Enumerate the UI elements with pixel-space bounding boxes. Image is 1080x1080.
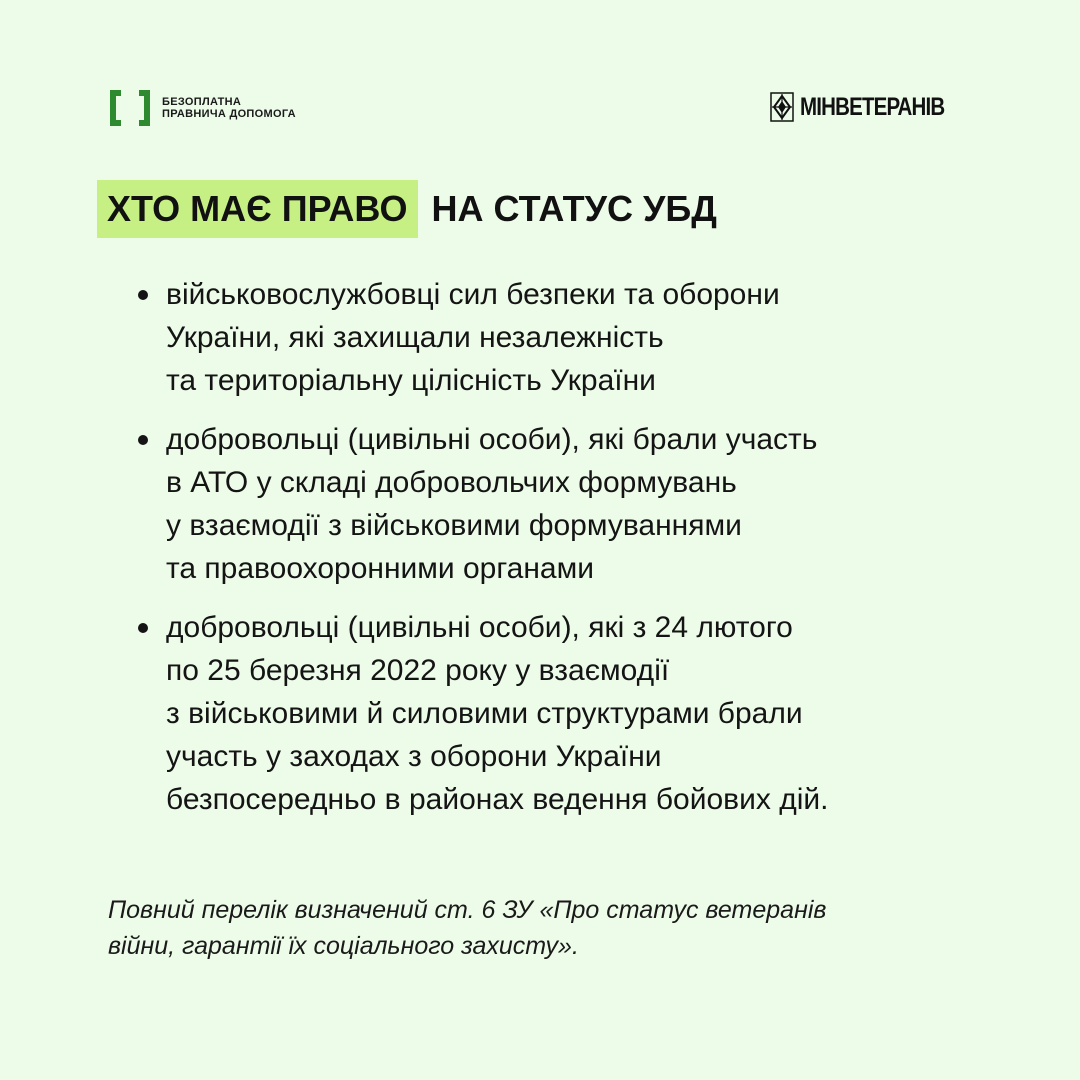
title-highlighted: ХТО МАЄ ПРАВО bbox=[97, 180, 418, 238]
footnote-line1: Повний перелік визначений ст. 6 ЗУ «Про статус ветеранів bbox=[108, 896, 827, 924]
list-item-line: військовослужбовці сил безпеки та оборони bbox=[166, 278, 780, 311]
list-item-line: участь у заходах з оборони України bbox=[166, 740, 662, 773]
list-item-line: по 25 березня 2022 року у взаємодії bbox=[166, 654, 670, 687]
legal-aid-logo bbox=[108, 88, 296, 128]
list-item bbox=[138, 418, 978, 590]
ornament-emblem-icon bbox=[770, 92, 794, 122]
list-item-line: України, які захищали незалежність bbox=[166, 321, 664, 354]
list-item-line: та територіальну цілісність України bbox=[166, 364, 656, 397]
legal-aid-logo-line1: БЕЗОПЛАТНА bbox=[162, 96, 242, 108]
minveteraniv-brand-text: МІНВЕТЕРАНІВ bbox=[799, 92, 945, 121]
list-item bbox=[138, 606, 978, 821]
footnote-line2: війни, гарантії їх соціального захисту». bbox=[108, 932, 579, 960]
list-item bbox=[138, 273, 978, 402]
list-item-line: в АТО у складі добровольчих формувань bbox=[166, 466, 737, 499]
bracket-logo-icon bbox=[108, 88, 152, 128]
bullet-icon bbox=[138, 435, 148, 445]
list-item-line: у взаємодії з військовими формуваннями bbox=[166, 509, 742, 542]
bullet-icon bbox=[138, 290, 148, 300]
bullet-icon bbox=[138, 623, 148, 633]
list-item-line: з військовими й силовими структурами брали bbox=[166, 697, 803, 730]
list-item-line: безпосередньо в районах ведення бойових дій. bbox=[166, 783, 829, 816]
footnote bbox=[108, 892, 988, 964]
title-rest: НА СТАТУС УБД bbox=[431, 188, 717, 229]
eligibility-list bbox=[138, 273, 978, 837]
minveteraniv-logo bbox=[770, 92, 976, 122]
page-title bbox=[97, 180, 717, 238]
legal-aid-logo-line2: ПРАВНИЧА ДОПОМОГА bbox=[162, 108, 296, 120]
list-item-line: добровольці (цивільні особи), які брали участь bbox=[166, 423, 818, 456]
legal-aid-logo-text bbox=[162, 96, 296, 120]
list-item-line: добровольці (цивільні особи), які з 24 лютого bbox=[166, 611, 793, 644]
list-item-line: та правоохоронними органами bbox=[166, 552, 594, 585]
